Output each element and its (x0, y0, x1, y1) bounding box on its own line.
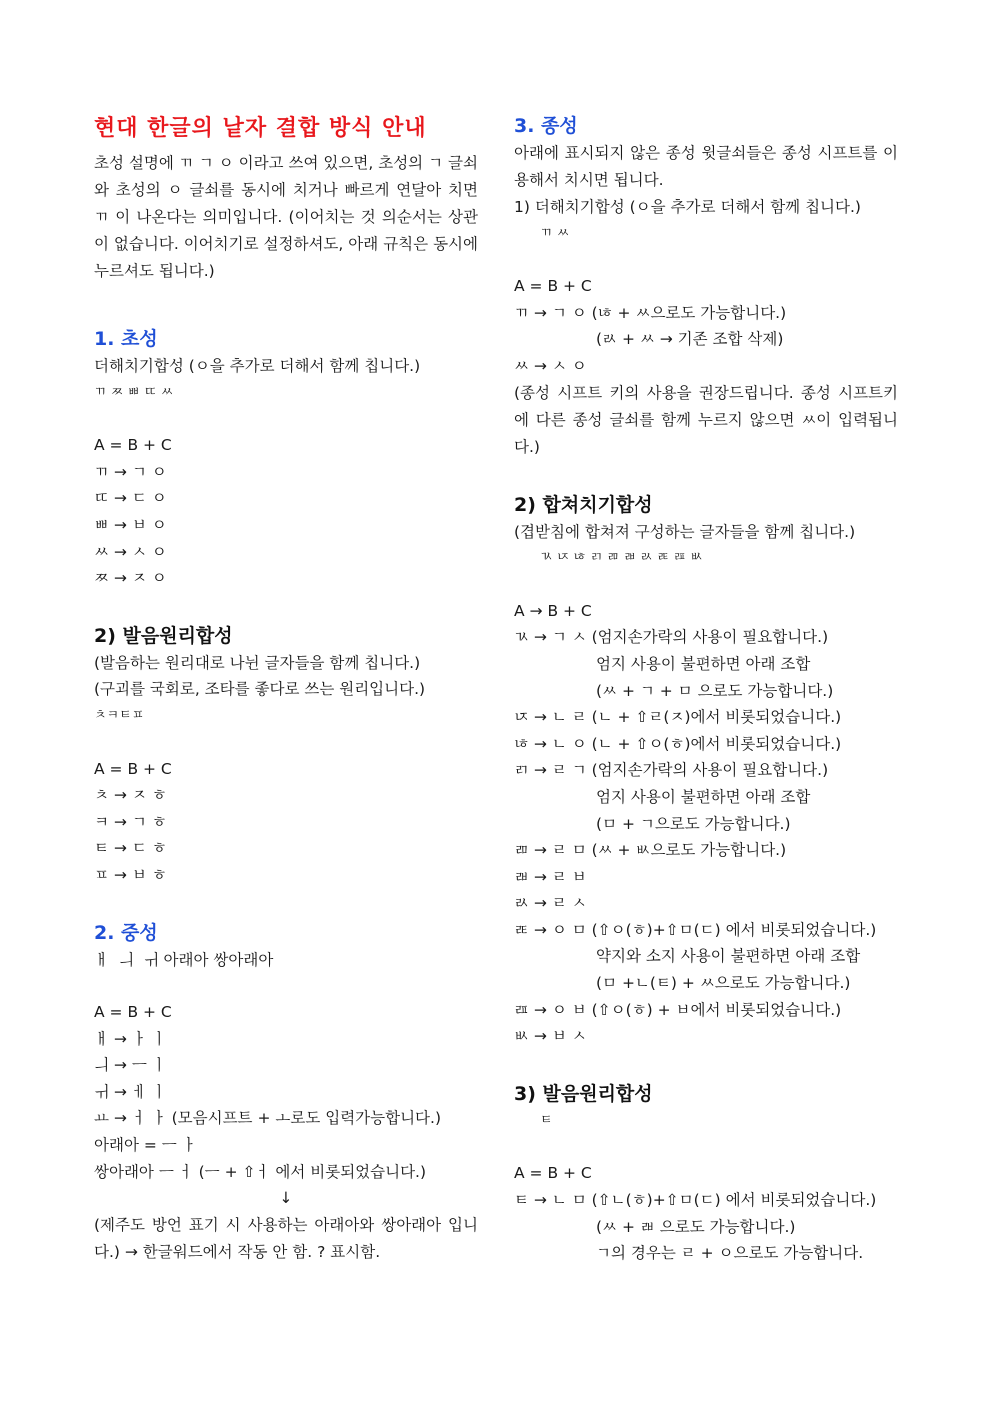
section-3c-formula: A = B + C (514, 1164, 592, 1183)
section-1-heading: 1. 초성 (94, 328, 158, 350)
rule-line: ㅄ → ㅂ ㅅ (514, 1027, 587, 1046)
rule-line: ㄲ → ㄱ ㅇ (94, 462, 167, 481)
rule-line: ㄼ → ㄹ ㅂ (514, 867, 587, 886)
down-arrow-icon: ↓ (279, 1189, 293, 1208)
rule-line: ㄶ → ㄴ ㅇ (ㄴ + ⇧ㅇ(ㅎ)에서 비롯되었습니다.) (514, 734, 842, 753)
section-3a-formula: A = B + C (514, 277, 592, 296)
rule-line: ㅃ → ㅂ ㅇ (94, 515, 167, 534)
section-2-formula: A = B + C (94, 1003, 172, 1022)
section-3a-description: 1) 더해치기합성 (ㅇ을 추가로 더해서 함께 칩니다.) (514, 198, 861, 216)
section-2-heading: 2. 중성 (94, 921, 158, 944)
section-2-note: (제주도 방언 표기 시 사용하는 아래아와 쌍아래아 입니다.) → 한글워드에서 작동 안 함. ? 표시함. (94, 1215, 478, 1261)
rule-line: (ㅁ +ㄴ(ㅌ) + ㅆ으로도 가능합니다.) (596, 974, 851, 993)
rule-line: ㄾ → ㅇ ㅁ (⇧ㅇ(ㅎ)+⇧ㅁ(ㄷ) 에서 비롯되었습니다.) (514, 920, 877, 939)
section-3c-letters: ㅌ (540, 1112, 553, 1128)
section-2-letters: ㅐ ㅢ ㅟ 아래아 쌍아래아 (94, 950, 274, 969)
rule-line: ㅋ → ㄱ ㅎ (94, 812, 167, 831)
rule-line: 쌍아래아 ㅡ ㅓ (ㅡ + ⇧ㅓ 에서 비롯되었습니다.) (94, 1162, 427, 1181)
rule-line: 약지와 소지 사용이 불편하면 아래 조합 (596, 947, 861, 966)
rule-line: (ㅆ + ㄼ 으로도 가능합니다.) (596, 1217, 796, 1236)
document-title: 현대 한글의 낱자 결합 방식 안내 (94, 116, 427, 141)
section-1b-description: (발음하는 원리대로 나뉜 글자들을 함께 칩니다.) (94, 653, 421, 672)
rule-line: ㅆ → ㅅ ㅇ (514, 356, 587, 375)
rule-line: ㅉ → ㅈ ㅇ (94, 569, 167, 588)
rule-line: ㅐ → ㅏ ㅣ (94, 1029, 167, 1048)
rule-line: ㄸ → ㄷ ㅇ (94, 489, 167, 508)
section-3b-description: (겹받침에 합쳐져 구성하는 글자들을 함께 칩니다.) (514, 522, 856, 541)
section-1b-formula: A = B + C (94, 759, 172, 778)
rule-line: ㅊ → ㅈ ㅎ (94, 786, 167, 805)
section-3-intro: 아래에 표시되지 않은 종성 윗글쇠들은 종성 시프트를 이용해서 치시면 됩니다. (514, 144, 898, 189)
rule-line: ㄲ → ㄱ ㅇ (ㄶ + ㅆ으로도 가능합니다.) (514, 303, 787, 322)
section-1b-description: (구괴를 국회로, 조타를 좋다로 쓰는 원리입니다.) (94, 680, 426, 699)
section-1-description: 더해치기합성 (ㅇ을 추가로 더해서 함께 칩니다.) (94, 357, 421, 375)
section-1-formula: A = B + C (94, 436, 172, 455)
rule-line: ㄿ → ㅇ ㅂ (⇧ㅇ(ㅎ) + ㅂ에서 비롯되었습니다.) (514, 1000, 842, 1019)
rule-line: (ㅁ + ㄱ으로도 가능합니다.) (596, 814, 791, 833)
intro-paragraph: 초성 설명에 ㄲ ㄱ ㅇ 이라고 쓰여 있으면, 초성의 ㄱ 글쇠와 초성의 ㅇ 글쇠를 동시에 치거나 빠르게 연달아 치면 ㄲ 이 나온다는 의미입니다. (이어치는 것 의순서는 상관이 없습니다. 이어치기로 설정하셔도, 아래 규칙은 동시에 누르셔도 됩니다.) (94, 154, 478, 280)
rule-line: ㅌ → ㄴ ㅁ (⇧ㄴ(ㅎ)+⇧ㅁ(ㄷ) 에서 비롯되었습니다.) (514, 1191, 877, 1210)
section-3b-letters: ㄳ ㄵ ㄶ ㄺ ㄻ ㄼ ㄽ ㄾ ㄿ ㅄ (540, 550, 703, 566)
rule-line: ㅟ → ㅔ ㅣ (94, 1082, 167, 1101)
rule-line: ㄳ → ㄱ ㅅ (엄지손가락의 사용이 필요합니다.) (514, 628, 829, 647)
rule-line: 엄지 사용이 불편하면 아래 조합 (596, 654, 811, 673)
section-1b-heading: 2) 발음원리합성 (94, 624, 233, 647)
section-3-heading: 3. 종성 (514, 115, 578, 137)
rule-line: ㄽ → ㄹ ㅅ (514, 894, 587, 913)
rule-line: ㄵ → ㄴ ㄹ (ㄴ + ⇧ㄹ(ㅈ)에서 비롯되었습니다.) (514, 708, 842, 727)
section-3b-rules (514, 624, 898, 1050)
section-1-letters: ㄲ ㅉ ㅃ ㄸ ㅆ (94, 384, 174, 400)
rule-line: (ㄽ + ㅆ → 기존 조합 삭제) (596, 330, 784, 349)
section-3c-heading: 3) 발음원리합성 (514, 1082, 653, 1105)
rule-line: 엄지 사용이 불편하면 아래 조합 (596, 787, 811, 806)
rule-line: ㅌ → ㄷ ㅎ (94, 839, 167, 858)
rule-line: ㅍ → ㅂ ㅎ (94, 865, 167, 884)
right-column (514, 112, 898, 1267)
rule-line: ㄺ → ㄹ ㄱ (엄지손가락의 사용이 필요합니다.) (514, 761, 829, 780)
rule-line: ㅆ → ㅅ ㅇ (94, 542, 167, 561)
section-1b-letters: ㅊㅋㅌㅍ (94, 707, 145, 723)
section-3b-formula: A → B + C (514, 601, 592, 620)
rule-line: ㅛ → ㅓ ㅏ (모음시프트 + ㅗ로도 입력가능합니다.) (94, 1109, 442, 1128)
section-3a-letters: ㄲ ㅆ (540, 225, 570, 241)
section-3a-note: (종성 시프트 키의 사용을 권장드립니다. 종성 시프트키에 다른 종성 글쇠를 함께 누르지 않으면 ㅆ이 입력됩니다.) (514, 383, 898, 456)
rule-line: ㄻ → ㄹ ㅁ (ㅆ + ㅄ으로도 가능합니다.) (514, 841, 787, 860)
section-3b-heading: 2) 합쳐치기합성 (514, 493, 653, 516)
rule-line: (ㅆ + ㄱ + ㅁ 으로도 가능합니다.) (596, 681, 834, 700)
rule-line: 아래아 = ㅡ ㅏ (94, 1136, 197, 1155)
rule-line: ㄱ의 경우는 ㄹ + ㅇ으로도 가능합니다. (596, 1244, 864, 1263)
rule-line: ㅢ → ㅡ ㅣ (94, 1056, 167, 1075)
left-column (94, 112, 478, 1266)
